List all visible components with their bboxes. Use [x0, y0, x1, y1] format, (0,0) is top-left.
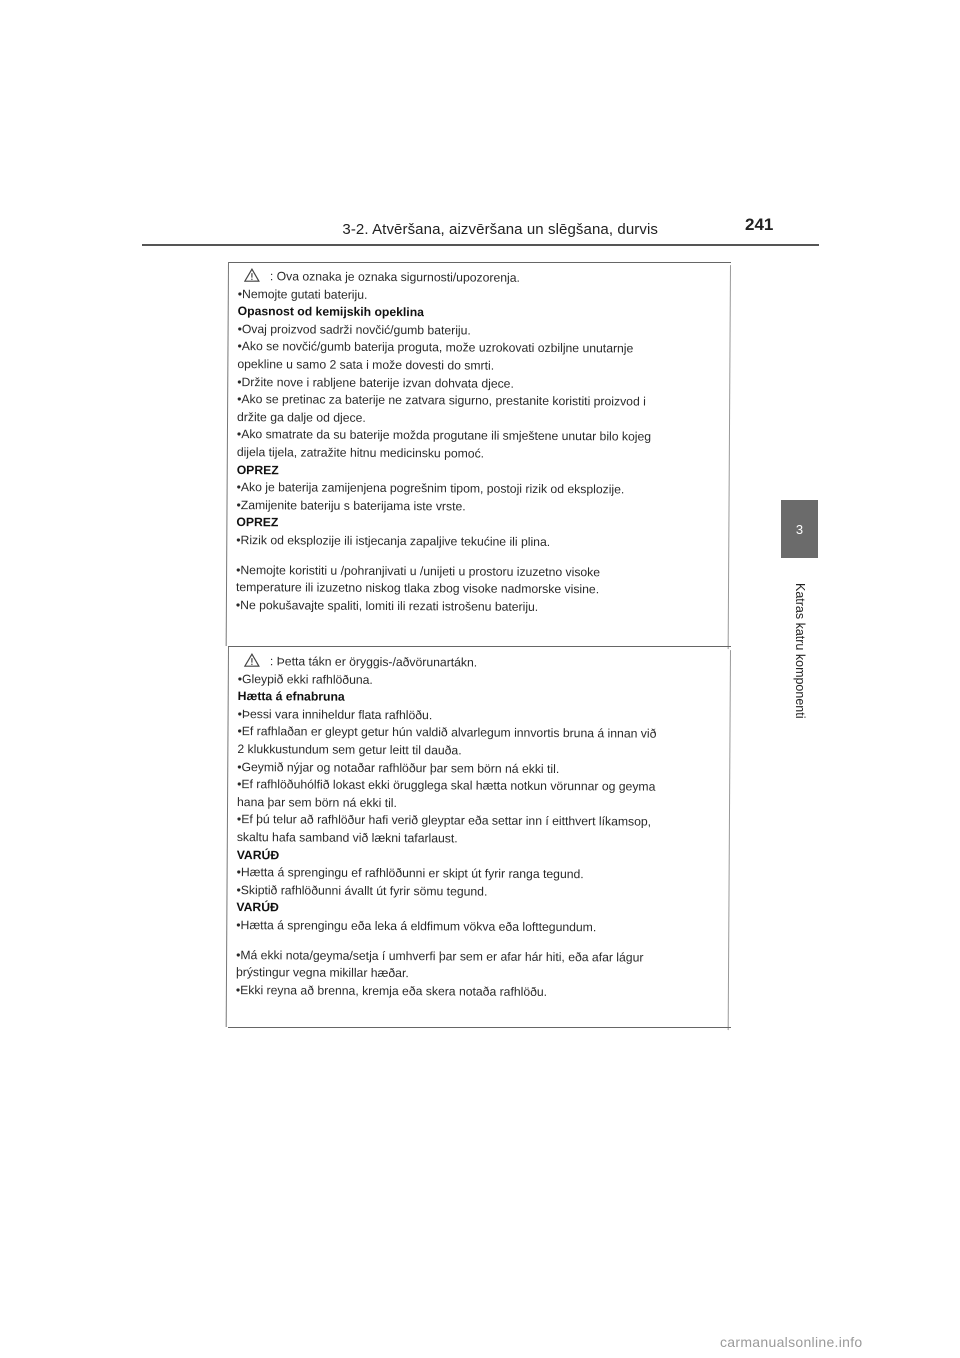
label-line: temperature ili izuzetno niskog tlaka zbog visoke nadmorske visine.: [235, 580, 600, 597]
label-line: •Hætta á sprengingu ef rafhlöðunni er skipt út fyrir ranga tegund.: [236, 865, 584, 882]
label-heading: Opasnost od kemijskih opeklina: [237, 304, 424, 320]
chapter-title: Katras katru komponenti: [793, 583, 807, 719]
watermark: carmanualsonline.info: [720, 1334, 863, 1350]
label-heading: VARÚÐ: [236, 847, 280, 862]
chapter-number: 3: [795, 521, 804, 537]
label-line: dijela tijela, zatražite hitnu medicinsku pomoć.: [236, 444, 485, 461]
label-line: •Zamijenite bateriju s baterijama iste vrste.: [236, 497, 466, 514]
label-line: •Þessi vara inniheldur flata rafhlöðu.: [237, 706, 433, 723]
label-line: •Má ekki nota/geyma/setja í umhverfi þar sem er afar hár hiti, eða afar lágur: [236, 947, 644, 965]
label-line: •Rizik od eksplozije ili istjecanja zapaljive tekućine ili plina.: [236, 532, 551, 549]
label-line: držite ga dalje od djece.: [237, 409, 366, 425]
label-line: •Ef þú telur að rafhlöður hafi verið gleyptar eða settar inn í eitthvert líkamsop,: [236, 812, 652, 829]
label-line: •Ekki reyna að brenna, kremja eða skera notaða rafhlöðu.: [235, 982, 548, 999]
label-line: •Nemojte gutati bateriju.: [237, 286, 368, 302]
label-line: opekline u samo 2 sata i može dovesti do smrti.: [237, 357, 495, 373]
label-line: •Ako smatrate da su baterije možda progutane ili smještene unutar bilo kojeg: [236, 427, 652, 444]
chapter-title-vertical: [780, 566, 820, 736]
warning-triangle-icon: [244, 653, 260, 667]
label-line: •Ako je baterija zamijenjena pogrešnim tipom, postoji rizik od eksplozije.: [236, 480, 625, 497]
box-bottom-border: [228, 1027, 731, 1028]
warning-label-croatian: [226, 262, 731, 649]
page-number: 241: [745, 215, 774, 234]
label-line: •Ako se novčić/gumb baterija proguta, može uzrokovati ozbiljne unutarnje: [237, 339, 634, 356]
section-title: 3-2. Atvēršana, aizvēršana un slēgšana, durvis: [342, 221, 658, 238]
label-line: hana þar sem börn ná ekki til.: [237, 794, 397, 810]
label-line: •Ovaj proizvod sadrži novčić/gumb bateriju.: [237, 321, 471, 338]
label-line: 2 klukkustundum sem getur leitt til dauða.: [237, 742, 462, 758]
label-line: •Ako se pretinac za baterije ne zatvara sigurno, prestanite koristiti proizvod i: [237, 392, 646, 409]
label-line: þrýstingur vegna mikillar hæðar.: [235, 965, 409, 981]
label-heading: OPREZ: [236, 515, 279, 530]
header-rule: [142, 244, 819, 246]
warning-triangle-icon: [244, 268, 260, 282]
label-line: •Ef rafhlaðan er gleypt getur hún valdið alvarlegum innvortis bruna á innan við: [237, 724, 657, 741]
label-intro-text: : Ova oznaka je oznaka sigurnosti/upozorenja.: [269, 269, 520, 285]
label-line: •Hætta á sprengingu eða leka á eldfimum vökva eða lofttegundum.: [236, 917, 597, 935]
label-intro-text: : Þetta tákn er öryggis-/aðvörunartákn.: [269, 654, 478, 670]
label-line: •Nemojte koristiti u /pohranjivati u /unijeti u prostoru izuzetno visoke: [236, 562, 601, 579]
label-heading: OPREZ: [236, 462, 279, 477]
label-line: •Skiptið rafhlöðunni ávallt út fyrir sömu tegund.: [236, 882, 488, 899]
label-line: •Geymið nýjar og notaðar rafhlöður þar sem börn ná ekki til.: [237, 759, 560, 776]
label-line: •Držite nove i rabljene baterije izvan dohvata djece.: [237, 374, 514, 391]
chapter-tab: [781, 500, 818, 558]
warning-label-icelandic: [226, 647, 731, 1030]
label-line: •Ef rafhlöðuhólfið lokast ekki örugglega skal hætta notkun vörunnar og geyma: [237, 777, 656, 794]
label-line: skaltu hafa samband við lækni tafarlaust.: [236, 829, 458, 846]
label-heading: Hætta á efnabruna: [237, 689, 345, 704]
label-line: •Gleypið ekki rafhlöðuna.: [237, 671, 373, 687]
label-heading: VARÚÐ: [236, 900, 279, 915]
label-line: •Ne pokušavajte spaliti, lomiti ili rezati istrošenu bateriju.: [235, 597, 539, 614]
page-header: [142, 215, 774, 238]
